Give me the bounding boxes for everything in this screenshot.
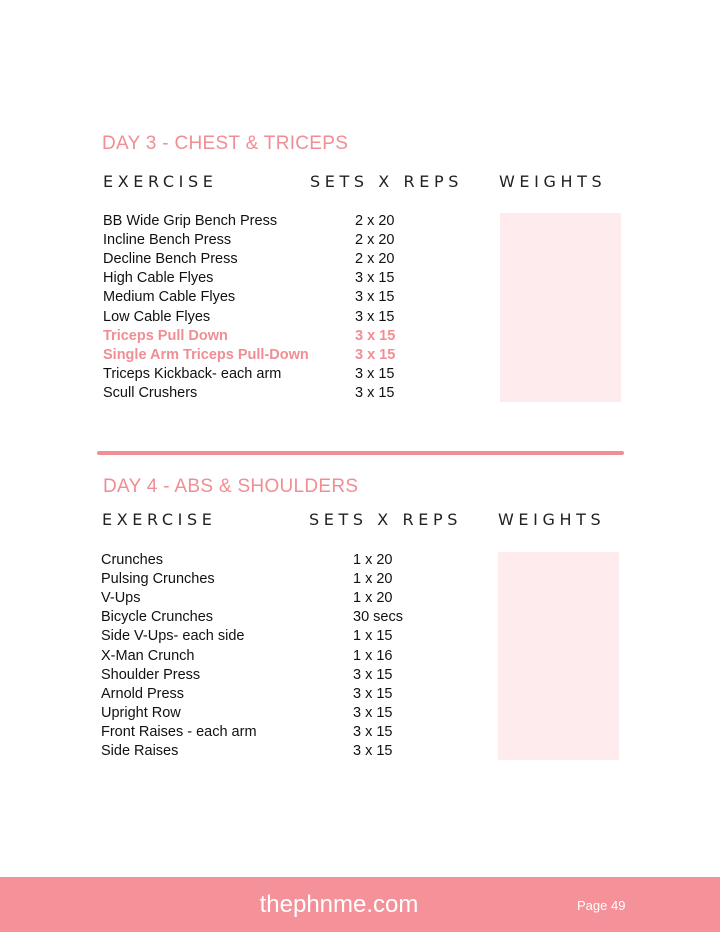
exercise-name: Crunches	[101, 552, 164, 568]
sets-reps-value: 3 x 15	[355, 308, 395, 325]
sets-reps-value: 3 x 15	[355, 384, 395, 401]
exercise-name: Decline Bench Press	[103, 251, 238, 268]
exercise-name: Single Arm Triceps Pull-Down	[103, 346, 309, 363]
day4-header-sets-reps: SETS X REPS	[309, 510, 462, 529]
sets-reps-value: 3 x 15	[355, 346, 396, 363]
sets-reps-value: 1 x 20	[353, 571, 393, 588]
sets-reps-value: 3 x 15	[355, 270, 395, 287]
day3-header-exercise: EXERCISE	[103, 172, 218, 191]
table-row	[101, 704, 393, 723]
exercise-name: Shoulder Press	[101, 666, 201, 683]
exercise-name: Front Raises - each arm	[101, 723, 257, 740]
day4-header-weights: WEIGHTS	[498, 510, 606, 529]
footer-bar	[0, 877, 720, 932]
table-row	[101, 608, 403, 627]
sets-reps-value: 3 x 15	[355, 327, 396, 344]
exercise-name: Upright Row	[101, 704, 181, 721]
exercise-name: Side V-Ups- each side	[101, 628, 245, 645]
table-row	[103, 288, 395, 307]
exercise-name: Scull Crushers	[103, 384, 198, 401]
table-row	[101, 570, 393, 589]
exercise-name: X-Man Crunch	[101, 647, 195, 664]
day4-title: DAY 4 - ABS & SHOULDERS	[103, 476, 359, 497]
footer-site[interactable]: thephnme.com	[259, 891, 419, 918]
table-row	[101, 742, 393, 761]
sets-reps-value: 2 x 20	[355, 251, 395, 268]
table-row	[103, 212, 395, 231]
sets-reps-value: 2 x 20	[355, 213, 395, 229]
table-row	[103, 384, 395, 403]
exercise-name: V-Ups	[101, 590, 141, 607]
sets-reps-value: 1 x 15	[353, 628, 393, 645]
exercise-name: Incline Bench Press	[103, 232, 232, 249]
sets-reps-value: 1 x 20	[353, 590, 393, 607]
day3-title: DAY 3 - CHEST & TRICEPS	[102, 133, 349, 154]
exercise-name: Pulsing Crunches	[101, 571, 215, 588]
table-row	[103, 308, 395, 327]
table-row	[103, 365, 395, 384]
table-row	[101, 647, 393, 666]
exercise-name: High Cable Flyes	[103, 270, 214, 287]
day3-header-sets-reps: SETS X REPS	[310, 172, 463, 191]
table-row	[103, 231, 395, 250]
day3-header-weights: WEIGHTS	[499, 172, 607, 191]
exercise-name: Triceps Kickback- each arm	[103, 365, 282, 382]
sets-reps-value: 1 x 20	[353, 552, 393, 568]
sets-reps-value: 3 x 15	[353, 704, 393, 721]
exercise-name: Triceps Pull Down	[103, 327, 228, 344]
table-row	[103, 346, 396, 365]
sets-reps-value: 30 secs	[353, 609, 403, 626]
table-row	[101, 723, 393, 742]
exercise-name: Bicycle Crunches	[101, 609, 214, 626]
exercise-name: Low Cable Flyes	[103, 308, 211, 325]
sets-reps-value: 3 x 15	[353, 685, 393, 702]
sets-reps-value: 3 x 15	[355, 289, 395, 306]
exercise-name: BB Wide Grip Bench Press	[103, 213, 278, 229]
sets-reps-value: 2 x 20	[355, 232, 395, 249]
sets-reps-value: 1 x 16	[353, 647, 393, 664]
day3-weights-column[interactable]	[500, 213, 621, 402]
sets-reps-value: 3 x 15	[353, 723, 393, 740]
table-row	[103, 269, 395, 288]
sets-reps-value: 3 x 15	[353, 666, 393, 683]
page-number: Page 49	[577, 898, 626, 913]
table-row	[101, 666, 393, 685]
table-row	[101, 589, 393, 608]
sets-reps-value: 3 x 15	[353, 743, 393, 759]
table-row	[101, 551, 393, 570]
exercise-name: Arnold Press	[101, 685, 185, 702]
table-row	[101, 627, 393, 646]
table-row	[103, 327, 396, 346]
exercise-name: Medium Cable Flyes	[103, 289, 236, 306]
section-divider	[97, 451, 624, 455]
day4-weights-column[interactable]	[498, 552, 619, 760]
exercise-name: Side Raises	[101, 743, 179, 759]
day4-header-exercise: EXERCISE	[102, 510, 217, 529]
sets-reps-value: 3 x 15	[355, 365, 395, 382]
table-row	[101, 685, 393, 704]
table-row	[103, 250, 395, 269]
